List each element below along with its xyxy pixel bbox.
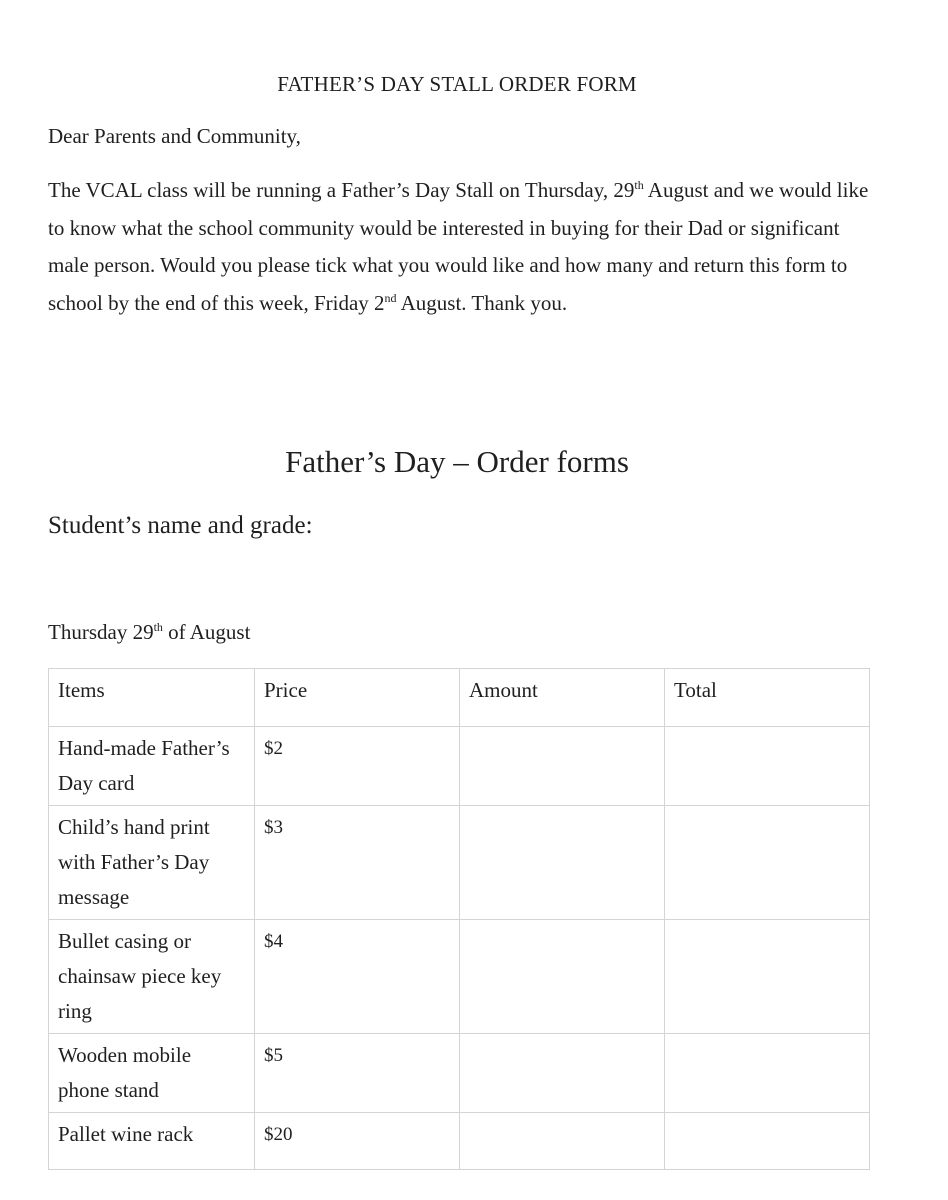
salutation: Dear Parents and Community, [48,124,301,148]
price-cell: $4 [255,920,460,1034]
student-name-grade-label: Student’s name and grade: [48,512,313,539]
table-row [49,1034,870,1113]
total-cell[interactable] [665,727,870,806]
price-cell: $2 [255,727,460,806]
total-cell[interactable] [665,920,870,1034]
stall-date-suffix: of August [162,620,251,644]
amount-cell[interactable] [460,727,665,806]
item-cell: Hand-made Father’s Day card [49,727,255,806]
header-price: Price [255,669,460,727]
table-row [49,806,870,920]
total-cell[interactable] [665,806,870,920]
order-form-heading: Father’s Day – Order forms [285,444,629,479]
stall-date-prefix: Thursday 29 [48,620,154,644]
item-cell: Wooden mobile phone stand [49,1034,255,1113]
price-cell: $5 [255,1034,460,1113]
intro-superscript-2: nd [384,290,397,305]
table-row [49,1113,870,1170]
header-items: Items [49,669,255,727]
amount-cell[interactable] [460,1034,665,1113]
total-cell[interactable] [665,1034,870,1113]
table-row [49,727,870,806]
intro-superscript-1: th [634,178,644,192]
total-cell[interactable] [665,1113,870,1170]
intro-text-part-3: August. Thank you. [396,290,568,315]
amount-cell[interactable] [460,920,665,1034]
item-cell: Bullet casing or chainsaw piece key ring [49,920,255,1034]
intro-text-part-1: The VCAL class will be running a Father’s Day Stall on Thursday, 29 [48,178,635,202]
amount-cell[interactable] [460,806,665,920]
amount-cell[interactable] [460,1113,665,1170]
order-table [48,668,870,1170]
item-cell: Pallet wine rack [49,1113,255,1170]
intro-paragraph [48,172,878,322]
table-row [49,920,870,1034]
stall-date-superscript: th [153,620,163,634]
table-header-row [49,669,870,727]
header-total: Total [665,669,870,727]
header-amount: Amount [460,669,665,727]
document-title: FATHER’S DAY STALL ORDER FORM [277,72,637,96]
stall-date-label [48,620,250,645]
item-cell: Child’s hand print with Father’s Day message [49,806,255,920]
intro-text-part-2: August and we would like to know what the school community would be interested in buying for their Dad or significant male person. Would you please tick what you would like and how many and return this form to school by the end of this week, Friday 2 [48,178,869,315]
price-cell: $20 [255,1113,460,1170]
price-cell: $3 [255,806,460,920]
